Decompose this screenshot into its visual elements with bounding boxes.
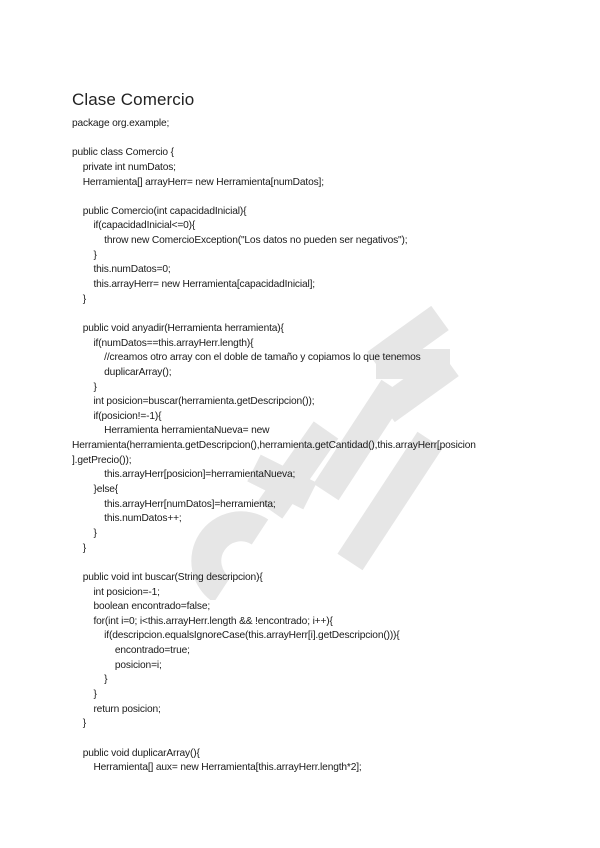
code-line: }else{ [72,484,119,496]
code-line: this.arrayHerr[posicion]=herramientaNueva; [72,469,296,481]
code-line [72,556,542,571]
code-line: } [72,249,97,261]
code-line: this.arrayHerr= new Herramienta[capacidadInicial]; [72,279,315,291]
code-line: } [72,293,86,305]
code-line: this.numDatos=0; [72,264,171,276]
code-line: Herramienta(herramienta.getDescripcion(),herramienta.getCantidad(),this.arrayHerr[posicion [72,440,476,452]
code-line [72,307,542,322]
code-line: if(descripcion.equalsIgnoreCase(this.arrayHerr[i].getDescripcion())){ [72,630,400,642]
code-line: package org.example; [72,118,170,129]
code-line: for(int i=0; i<this.arrayHerr.length && !encontrado; i++){ [72,615,333,627]
code-line: throw new ComercioException("Los datos no pueden ser negativos"); [72,235,408,247]
code-line: } [72,381,97,393]
code-line: } [72,718,86,730]
code-line: } [72,674,108,686]
code-line: Herramienta herramientaNueva= new [72,425,270,437]
code-line: public void anyadir(Herramienta herramienta){ [72,322,284,334]
code-line: private int numDatos; [72,161,176,173]
code-line: Herramienta[] arrayHerr= new Herramienta[numDatos]; [72,176,324,188]
code-line: duplicarArray(); [72,366,172,378]
code-line [72,732,542,747]
code-line: public class Comercio { [72,147,174,159]
code-line: //creamos otro array con el doble de tamaño y copiamos lo que tenemos [72,352,421,364]
code-line: } [72,688,97,700]
code-line [72,190,542,205]
document-title: Clase Comercio [72,90,195,109]
code-line: int posicion=buscar(herramienta.getDescripcion()); [72,396,315,408]
code-line: } [72,542,86,554]
code-line: this.numDatos++; [72,513,182,525]
code-line: posicion=i; [72,659,162,671]
code-line: boolean encontrado=false; [72,601,211,613]
code-line: int posicion=-1; [72,586,160,598]
code-line: encontrado=true; [72,645,190,657]
code-line: } [72,527,97,539]
code-line: public void duplicarArray(){ [72,747,200,759]
code-block [72,117,542,776]
code-line: Herramienta[] aux= new Herramienta[this.arrayHerr.length*2]; [72,762,362,774]
code-line: this.arrayHerr[numDatos]=herramienta; [72,498,276,510]
code-line: public Comercio(int capacidadInicial){ [72,205,247,217]
code-line [72,132,542,147]
code-line: if(numDatos==this.arrayHerr.length){ [72,337,254,349]
code-line: ].getPrecio()); [72,454,132,466]
code-line: if(capacidadInicial<=0){ [72,220,196,232]
code-line: return posicion; [72,703,161,715]
code-line: public void int buscar(String descripcion){ [72,571,263,583]
code-line: if(posicion!=-1){ [72,410,162,422]
